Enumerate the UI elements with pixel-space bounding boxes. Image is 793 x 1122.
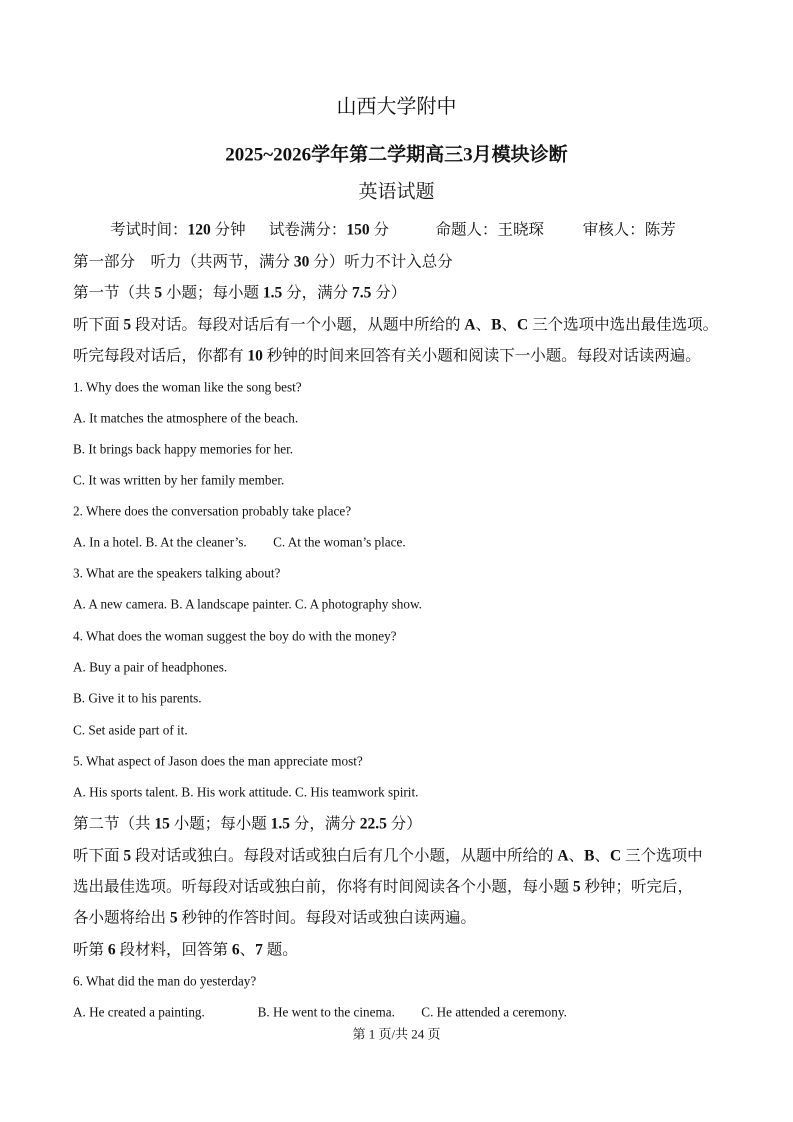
text-segment: 听第 [73,941,108,959]
text-segment: 5 [154,284,163,302]
text-segment: B [584,847,595,865]
text-segment: 秒钟；听完后， [580,878,694,896]
text-segment: 秒钟的时间来回答有关小题和阅读下一小题。每段对话读两遍。 [262,347,701,365]
question-line [73,442,293,455]
text-segment: 分钟 试卷满分： [210,221,347,239]
text-segment: 6 [231,941,240,959]
text-segment: 7.5 [352,284,372,302]
text-segment: 三个选项中 [621,847,703,865]
text-segment: C [609,847,622,865]
text-segment: 7 [255,941,263,959]
page-footer: 第 1 页/共 24 页 [352,1026,441,1042]
question-line [73,660,227,673]
instruction-line [73,910,476,926]
text-segment: 1.5 [270,815,291,833]
text-segment: 分） [386,815,422,833]
text-segment: A. Buy a pair of headphones. [73,659,228,675]
text-segment: 、 [594,847,610,865]
question-line [73,566,280,579]
text-segment: 第一部分 听力（共两节，满分 [73,253,294,271]
instruction-line [73,285,406,301]
text-segment: 选出最佳选项。听每段对话或独白前，你将有时间阅读各个小题，每小题 [73,878,573,896]
text-segment: B. It brings back happy memories for her. [73,441,294,457]
instruction-line [73,942,298,958]
text-segment: 10 [247,347,263,365]
question-line [73,535,406,548]
text-segment: 考试时间： [110,221,188,239]
question-line [73,597,422,610]
text-segment: 小题；每小题 [162,284,263,302]
text-segment: 秒钟的作答时间。每段对话或独白读两遍。 [177,909,477,927]
text-segment: 、 [568,847,585,865]
text-segment: 15 [154,815,170,833]
instruction-line [110,222,676,238]
text-segment: B [491,316,502,334]
text-segment: 5 [572,878,581,896]
instruction-line [73,848,703,864]
question-line [73,504,351,517]
exam-title: 2025~2026学年第二学期高三3月模块诊断 [225,144,568,166]
text-segment: 段材料，回答第 [115,941,232,959]
text-segment: 第二节（共 [73,815,155,833]
text-segment: 6 [107,941,116,959]
text-segment: 3. What are the speakers talking about? [73,565,281,581]
text-segment: A. In a hotel. B. At the cleaner’s. C. At the woman’s place. [73,534,406,550]
text-segment: 段对话或独白。每段对话或独白后有几个小题，从题中所给的 [131,847,558,865]
instruction-line [73,879,693,895]
question-line [73,380,302,393]
instruction-line [73,317,718,333]
text-segment: 各小题将给出 [73,909,170,927]
text-segment: 听完每段对话后，你都有 [73,347,248,365]
question-line [73,785,418,798]
instruction-line [73,348,701,364]
text-segment: 听下面 [73,316,124,334]
question-line [73,723,188,736]
text-segment: A. It matches the atmosphere of the beach. [73,410,299,426]
text-segment: 150 [346,221,370,239]
text-segment: 5. What aspect of Jason does the man appreciate most? [73,753,363,769]
text-segment: 1.5 [262,284,283,302]
text-segment: A [464,316,476,334]
text-segment: 分 命题人：王晓琛 审核人：陈芳 [369,221,676,239]
text-segment: 30 [293,253,310,271]
text-segment: 120 [187,221,211,239]
text-segment: 段对话。每段对话后有一个小题，从题中所给的 [131,316,465,334]
text-segment: 、 [501,316,517,334]
text-segment: 小题；每小题 [169,815,271,833]
text-segment: A [557,847,569,865]
question-line [73,1005,567,1018]
text-segment: 分） [371,284,407,302]
text-segment: 6. What did the man do yesterday? [73,973,257,989]
question-line [73,411,298,424]
school-name: 山西大学附中 [336,96,457,118]
text-segment: A. A new camera. B. A landscape painter. C. A photography show. [73,596,422,612]
question-line [73,629,397,642]
text-segment: C [516,316,529,334]
text-segment: A. His sports talent. B. His work attitude. C. His teamwork spirit. [73,784,419,800]
text-segment: C. Set aside part of it. [73,722,188,738]
text-segment: 分，满分 [290,815,360,833]
text-segment: 5 [123,847,132,865]
text-segment: C. It was written by her family member. [73,472,285,488]
text-segment: 题。 [262,941,298,959]
subject-title: 英语试题 [358,181,435,203]
text-segment: B. Give it to his parents. [73,690,202,706]
text-segment: 5 [169,909,178,927]
text-segment: 、 [239,941,256,959]
text-segment: 第一节（共 [73,284,155,302]
text-segment: 5 [123,316,132,334]
text-segment: 听下面 [73,847,124,865]
text-segment: 1. Why does the woman like the song best? [73,379,302,395]
question-line [73,974,256,987]
text-segment: 分）听力不计入总分 [309,253,453,271]
instruction-line [73,254,453,270]
text-segment: 22.5 [359,815,387,833]
text-segment: 分，满分 [282,284,353,302]
question-line [73,754,363,767]
instruction-line [73,816,422,832]
text-segment: 4. What does the woman suggest the boy do with the money? [73,628,397,644]
question-line [73,691,202,704]
text-segment: 三个选项中选出最佳选项。 [528,316,719,334]
text-segment: A. He created a painting. B. He went to the cinema. C. He attended a ceremony. [73,1004,567,1020]
text-segment: 、 [475,316,492,334]
question-line [73,473,284,486]
text-segment: 2. Where does the conversation probably take place? [73,503,352,519]
